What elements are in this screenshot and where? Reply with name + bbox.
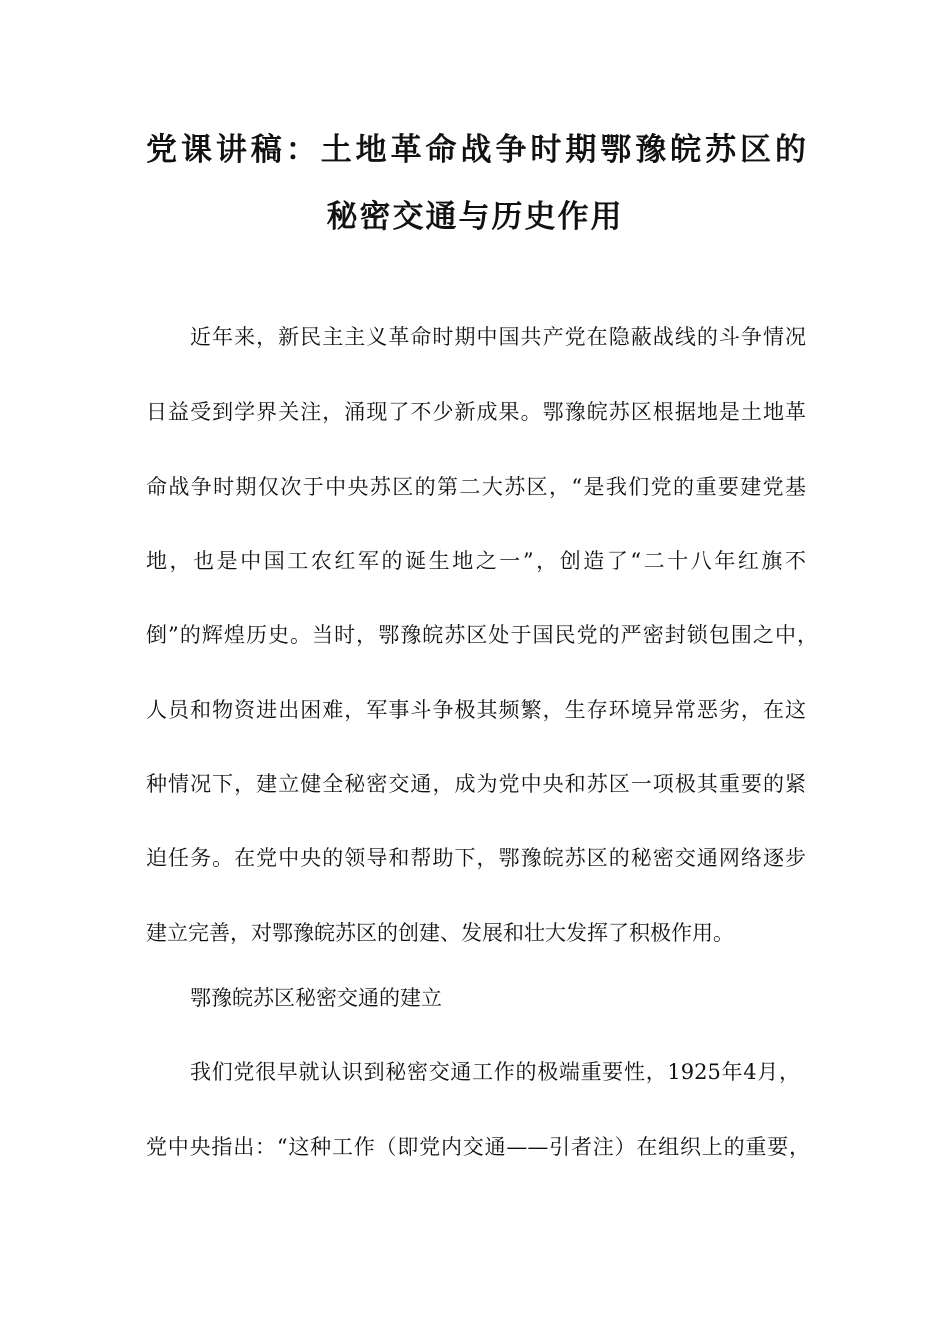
text-line: 迫任务。在党中央的领导和帮助下，鄂豫皖苏区的秘密交通网络逐步 bbox=[146, 846, 806, 870]
text-line: 倒”的辉煌历史。当时，鄂豫皖苏区处于国民党的严密封锁包围之中， bbox=[146, 623, 818, 647]
text-line: 命战争时期仅次于中央苏区的第二大苏区，“是我们党的重要建党基 bbox=[146, 475, 806, 499]
document-title-line-2: 秘密交通与历史作用 bbox=[326, 199, 624, 235]
text-line: 地，也是中国工农红军的诞生地之一”，创造了“二十八年红旗不 bbox=[146, 549, 806, 573]
text-line: 人员和物资进出困难，军事斗争极其频繁，生存环境异常恶劣，在这 bbox=[146, 698, 806, 722]
section-heading: 鄂豫皖苏区秘密交通的建立 bbox=[190, 986, 442, 1010]
text-line: 建立完善，对鄂豫皖苏区的创建、发展和壮大发挥了积极作用。 bbox=[146, 921, 734, 945]
text-line: 近年来，新民主主义革命时期中国共产党在隐蔽战线的斗争情况 bbox=[190, 325, 806, 349]
document-title-line-1: 党课讲稿：土地革命战争时期鄂豫皖苏区的 bbox=[146, 132, 806, 168]
text-line: 我们党很早就认识到秘密交通工作的极端重要性，1925年4月， bbox=[190, 1060, 800, 1084]
text-line: 党中央指出：“这种工作（即党内交通——引者注）在组织上的重要， bbox=[146, 1135, 810, 1159]
text-line: 日益受到学界关注，涌现了不少新成果。鄂豫皖苏区根据地是土地革 bbox=[146, 400, 806, 424]
text-line: 种情况下，建立健全秘密交通，成为党中央和苏区一项极其重要的紧 bbox=[146, 772, 806, 796]
